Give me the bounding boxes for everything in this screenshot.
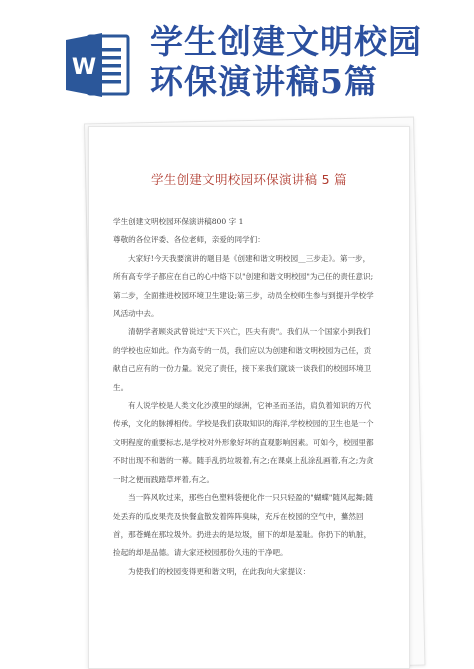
document-preview bbox=[84, 120, 414, 669]
document-page bbox=[88, 126, 410, 669]
document-paragraph: 清朝学者顾炎武曾说过"天下兴亡，匹夫有责"。我们从一个国家小到我们的学校也应如此。作为高专的一员，我们应以为创建和谐文明校园为己任，贡献自己应有的一份力量。说完了责任，接下来我们就谈一谈我们的校园环境卫生。 bbox=[113, 327, 372, 392]
document-greeting: 尊敬的各位评委、各位老师，亲爱的同学们： bbox=[113, 235, 265, 245]
page-title bbox=[150, 22, 460, 102]
document-subtitle: 学生创建文明校园环保演讲稿800 字 1 bbox=[113, 217, 244, 226]
document-title: 学生创建文明校园环保演讲稿 5 篇 bbox=[150, 172, 347, 187]
document-paragraph: 大家好!今天我要演讲的题目是《创建和谐文明校园__三步走》。第一步，所有高专学子都应在自己的心中烙下以"创建和谐文明校园"为己任的责任意识;第二步，全面推进校园环境卫生建设;第三步，动员全校师生参与到提升学校学风活动中去。 bbox=[113, 253, 374, 319]
page-title-line-2: 环保演讲稿5篇 bbox=[150, 62, 378, 101]
document-body bbox=[113, 213, 375, 581]
word-icon-letter: W bbox=[71, 55, 97, 80]
header-banner bbox=[0, 0, 474, 110]
document-paragraph: 为使我们的校园变得更和谐文明，在此我向大家提议： bbox=[128, 566, 311, 576]
page-title-line-1: 学生创建文明校园 bbox=[150, 22, 422, 61]
document-paragraph: 当一阵风吹过来，那些白色塑料袋便化作一只只轻盈的"蝴蝶"随风起舞;随处丢弃的瓜皮果壳及快餐盒散发着阵阵臭味，充斥在校园的空气中，驀然回首，那苍蝇在那垃圾外。扔进去的是垃圾，留下的却是羞耻。你扔下的轨脏，捡起的却是品德。请大家还校园那份久违的干净吧。 bbox=[113, 493, 373, 558]
document-paragraph: 有人说学校是人类文化沙漠里的绿洲，它神圣而圣洁，肩负着知识的万代传承，文化的脉搏相传。学校是我们获取知识的海洋,学校校园的卫生也是一个文明程度的重要标志,是学校对外形象好坏的直观影响因素。可如今，校园里都不时出现不和谐的一幕。随手乱扔垃圾着,有之;在课桌上乱涂乱画着,有之;为贪一时之便而践踏草坪着,有之。 bbox=[113, 401, 374, 484]
word-document-icon bbox=[66, 30, 132, 100]
